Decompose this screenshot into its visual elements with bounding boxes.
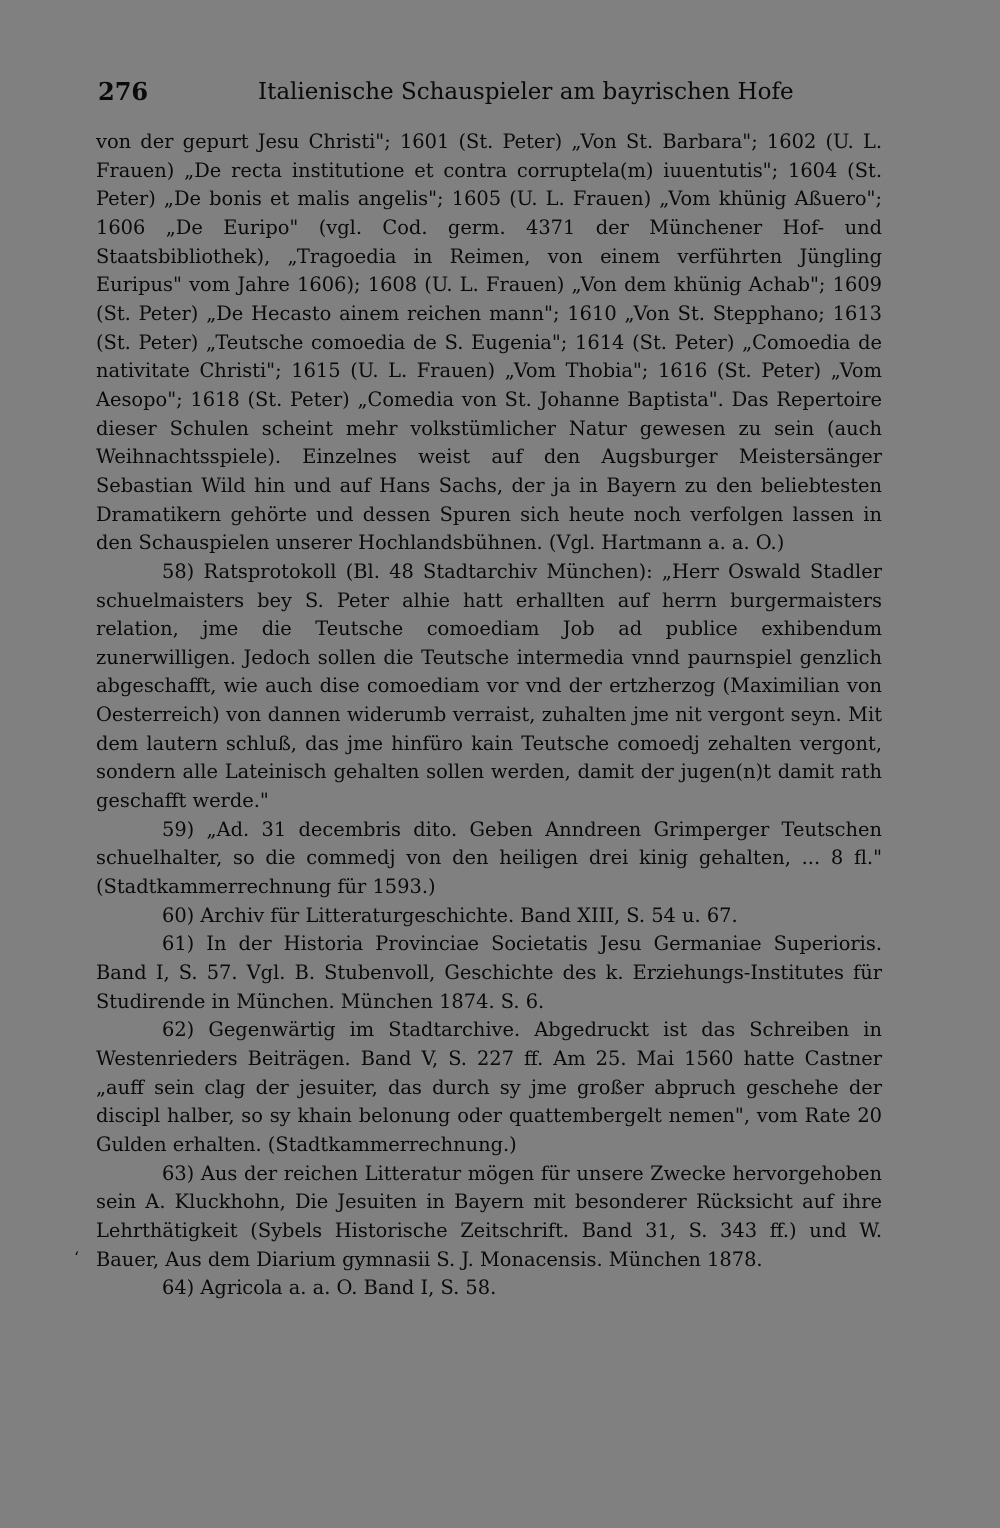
- footnote-62: 62) Gegenwärtig im Stadtarchive. Abgedruckt ist das Schreiben in Westenrieders Beiträgen. Band V, S. 227 ff. Am 25. Mai 1560 hatte Castner „auff sein clag der jesuiter, das durch sy jme großer abpruch geschehe der discipl halber, so sy khain belonung oder quattembergelt nemen", vom Rate 20 Gulden erhalten. (Stadtkammerrechnung.): [96, 1018, 882, 1156]
- page-body: [96, 128, 882, 1303]
- continued-footnote-paragraph: von der gepurt Jesu Christi"; 1601 (St. Peter) „Von St. Barbara"; 1602 (U. L. Frauen) „De recta institutione et contra corruptela(m) iuuentutis"; 1604 (St. Peter) „De bonis et malis angelis"; 1605 (U. L. Frauen) „Vom khünig Aßuero"; 1606 „De Euripo" (vgl. Cod. germ. 4371 der Münchener Hof- und Staatsbibliothek), „Tragoedia in Reimen, von einem verführten Jüngling Euripus" vom Jahre 1606); 1608 (U. L. Frauen) „Von dem khünig Achab"; 1609 (St. Peter) „De Hecasto ainem reichen mann"; 1610 „Von St. Stepphano; 1613 (St. Peter) „Teutsche comoedia de S. Eugenia"; 1614 (St. Peter) „Comoedia de nativitate Christi"; 1615 (U. L. Frauen) „Vom Thobia"; 1616 (St. Peter) „Vom Aesopo"; 1618 (St. Peter) „Comedia von St. Johanne Baptista". Das Repertoire dieser Schulen scheint mehr volkstümlicher Natur gewesen zu sein (auch Weihnachtsspiele). Einzelnes weist auf den Augsburger Meistersänger Sebastian Wild hin und auf Hans Sachs, der ja in Bayern zu den beliebtesten Dramatikern gehörte und dessen Spuren sich heute noch verfolgen lassen in den Schauspielen unserer Hochlandsbühnen. (Vgl. Hartmann a. a. O.): [96, 130, 882, 555]
- footnote-58: 58) Ratsprotokoll (Bl. 48 Stadtarchiv München): „Herr Oswald Stadler schuelmaisters bey S. Peter alhie hatt erhallten auf herrn burgermaisters relation, jme die Teutsche comoediam Job ad publice exhibendum zunerwilligen. Jedoch sollen die Teutsche intermedia vnnd paurnspiel genzlich abgeschafft, wie auch dise comoediam vor vnd der ertzherzog (Maximilian von Oesterreich) von dannen widerumb verraist, zuhalten jme nit vergont seyn. Mit dem lautern schluß, das jme hinfüro kain Teutsche comoedj zehalten vergont, sondern alle Lateinisch gehalten sollen werden, damit der jugen(n)t damit rath geschafft werde.": [96, 559, 882, 813]
- page-number: 276: [98, 77, 149, 106]
- footnote-59: 59) „Ad. 31 decembris dito. Geben Anndreen Grimperger Teutschen schuelhalter, so die commedj von den heiligen drei kinig gehalten, ... 8 fl." (Stadtkammerrechnung für 1593.): [96, 817, 882, 899]
- running-title: Italienische Schauspieler am bayrischen Hofe: [258, 79, 794, 105]
- page-header: [96, 72, 882, 112]
- book-page: [74, 72, 882, 1300]
- footnote-60: 60) Archiv für Litteraturgeschichte. Band XIII, S. 54 u. 67.: [162, 903, 738, 927]
- margin-mark: ‘: [74, 1248, 80, 1267]
- footnote-63: 63) Aus der reichen Litteratur mögen für unsere Zwecke hervorgehoben sein A. Kluckhohn, Die Jesuiten in Bayern mit besonderer Rücksicht auf ihre Lehrthätigkeit (Sybels Historische Zeitschrift. Band 31, S. 343 ff.) und W. Bauer, Aus dem Diarium gymnasii S. J. Monacensis. München 1878.: [96, 1161, 882, 1271]
- footnote-61: 61) In der Historia Provinciae Societatis Jesu Germaniae Superioris. Band I, S. 57. Vgl. B. Stubenvoll, Geschichte des k. Erziehungs-Institutes für Studirende in München. München 1874. S. 6.: [96, 932, 882, 1013]
- footnote-64: 64) Agricola a. a. O. Band I, S. 58.: [162, 1276, 497, 1300]
